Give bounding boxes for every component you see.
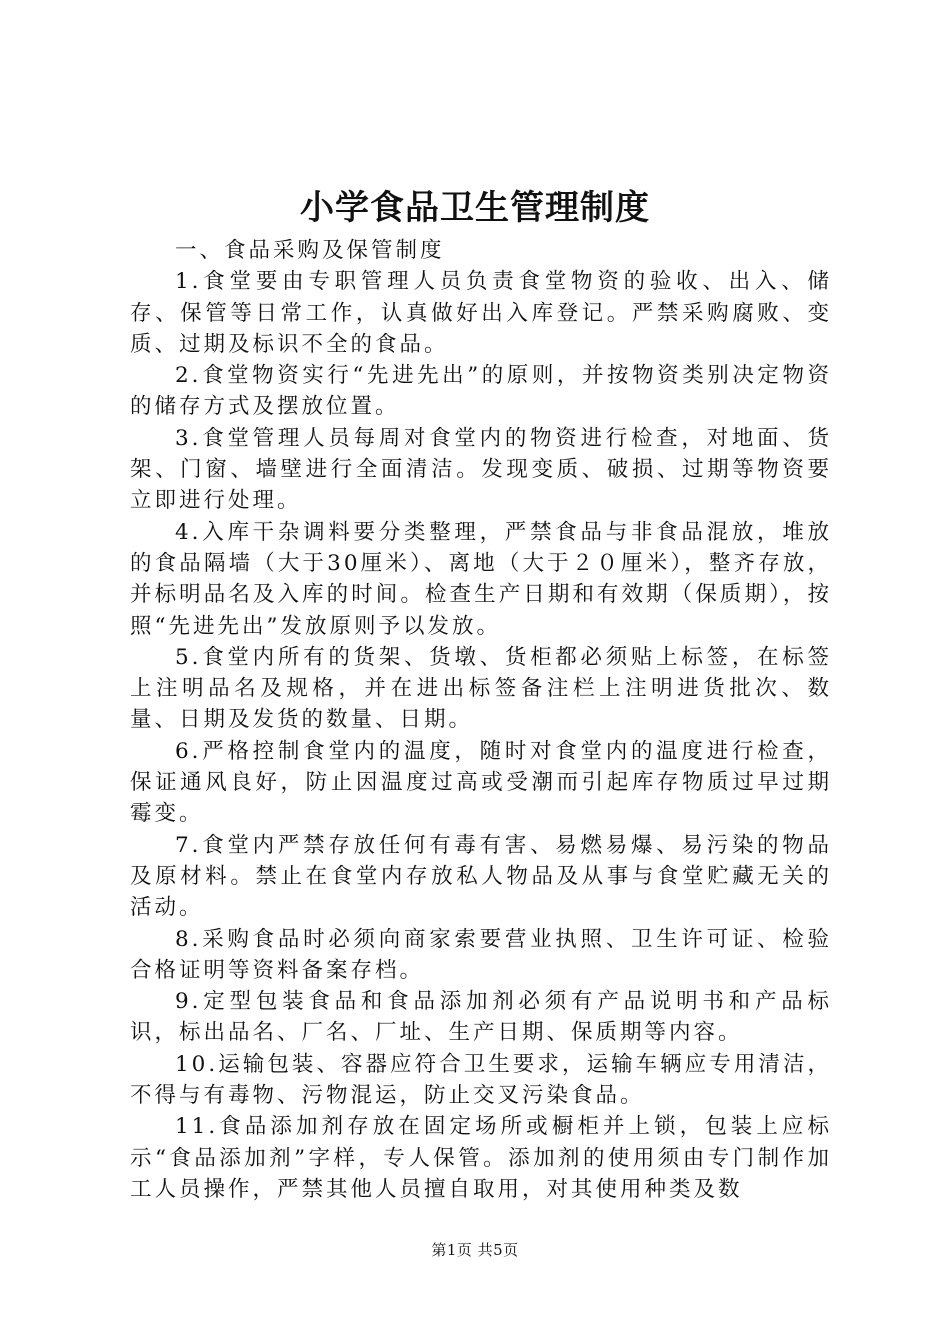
paragraph-11: 11.食品添加剂存放在固定场所或橱柜并上锁，包装上应标示“食品添加剂”字样，专人保管。添加剂的使用须由专门制作加工人员操作，严禁其他人员擅自取用，对其使用种类及数 [130, 1114, 832, 1202]
document-body [130, 235, 832, 1205]
section-heading: 一、食品采购及保管制度 [175, 238, 445, 263]
paragraph-4: 4.入库干杂调料要分类整理，严禁食品与非食品混放，堆放的食品隔墙（大于30厘米）、离地（大于２０厘米），整齐存放，并标明品名及入库的时间。检查生产日期和有效期（保质期），按照“先进先出”发放原则予以发放。 [130, 519, 832, 639]
document-title: 小学食品卫生管理制度 [300, 188, 650, 228]
page-footer: 第1页 共5页 [431, 1241, 519, 1259]
paragraph-5: 5.食堂内所有的货架、货墩、货柜都必须贴上标签，在标签上注明品名及规格，并在进出标签备注栏上注明进货批次、数量、日期及发货的数量、日期。 [130, 644, 832, 733]
paragraph-7: 7.食堂内严禁存放任何有毒有害、易燃易爆、易污染的物品及原材料。禁止在食堂内存放私人物品及从事与食堂贮藏无关的活动。 [130, 832, 832, 921]
paragraph-3: 3.食堂管理人员每周对食堂内的物资进行检查，对地面、货架、门窗、墙壁进行全面清洁。发现变质、破损、过期等物资要立即进行处理。 [130, 425, 832, 514]
paragraph-1: 1.食堂要由专职管理人员负责食堂物资的验收、出入、储存、保管等日常工作，认真做好出入库登记。严禁采购腐败、变质、过期及标识不全的食品。 [130, 269, 832, 357]
paragraph-8: 8.采购食品时必须向商家索要营业执照、卫生许可证、检验合格证明等资料备案存档。 [130, 926, 832, 983]
paragraph-10: 10.运输包装、容器应符合卫生要求，运输车辆应专用清洁，不得与有毒物、污物混运，防止交叉污染食品。 [130, 1051, 832, 1109]
paragraph-2: 2.食堂物资实行“先进先出”的原则，并按物资类别决定物资的储存方式及摆放位置。 [130, 363, 832, 420]
paragraph-9: 9.定型包装食品和食品添加剂必须有产品说明书和产品标识，标出品名、厂名、厂址、生产日期、保质期等内容。 [130, 989, 832, 1046]
paragraph-6: 6.严格控制食堂内的温度，随时对食堂内的温度进行检查，保证通风良好，防止因温度过高或受潮而引起库存物质过早过期霉变。 [130, 738, 832, 827]
